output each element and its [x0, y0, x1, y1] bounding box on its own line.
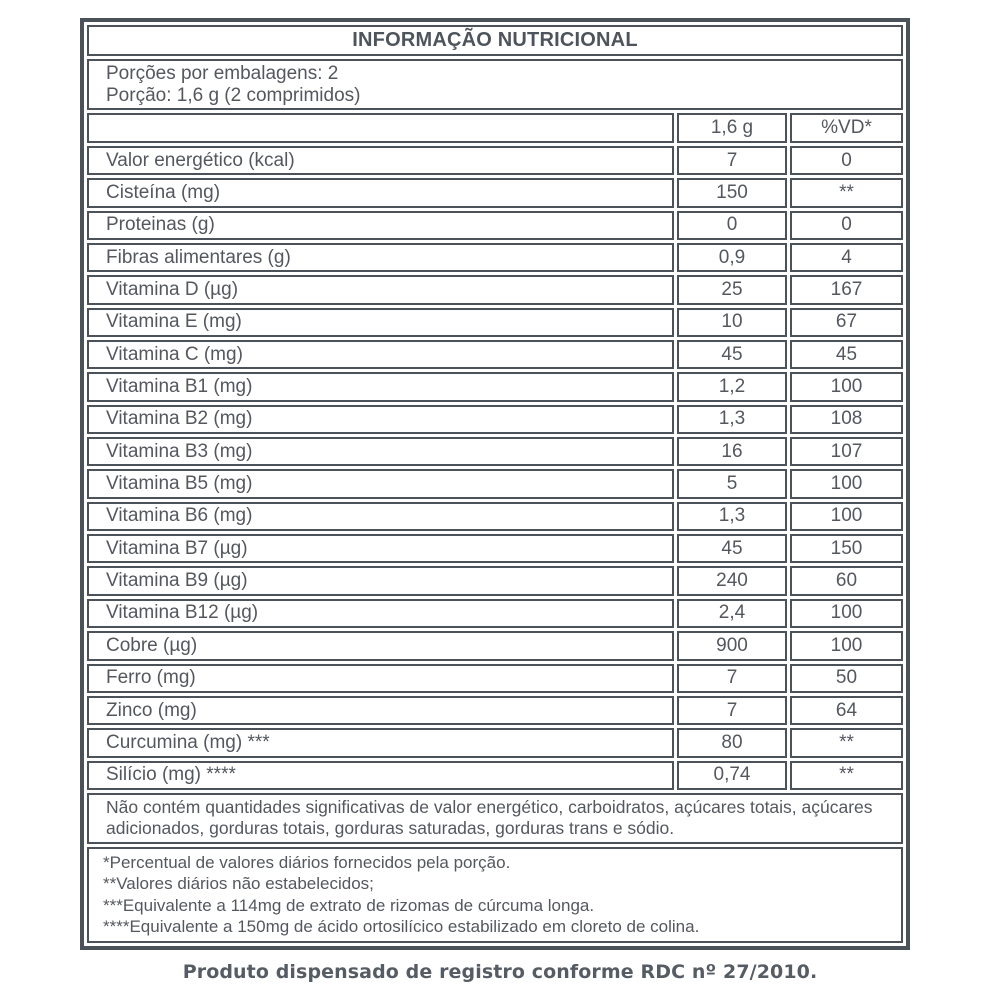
nutrient-dv: 107 — [790, 437, 903, 466]
nutrient-dv: 150 — [790, 534, 903, 563]
nutrient-amount: 1,3 — [677, 405, 787, 434]
nutrient-label: Cobre (µg) — [87, 631, 674, 660]
nutrient-dv: ** — [790, 728, 903, 757]
nutrient-row — [87, 761, 903, 790]
nutrient-label: Vitamina B9 (µg) — [87, 566, 674, 595]
nutrient-label: Silício (mg) **** — [87, 761, 674, 790]
nutrient-row — [87, 502, 903, 531]
nutrition-table — [80, 18, 910, 950]
nutrient-amount: 45 — [677, 340, 787, 369]
nutrient-amount: 0,74 — [677, 761, 787, 790]
nutrient-row — [87, 664, 903, 693]
nutrient-dv: ** — [790, 178, 903, 207]
table-title: INFORMAÇÃO NUTRICIONAL — [87, 25, 903, 56]
nutrient-label: Vitamina B2 (mg) — [87, 405, 674, 434]
nutrient-amount: 1,2 — [677, 372, 787, 401]
nutrient-row — [87, 211, 903, 240]
nutrient-amount: 240 — [677, 566, 787, 595]
nutrient-label: Vitamina B6 (mg) — [87, 502, 674, 531]
footnote-line: *Percentual de valores diários fornecidos pela porção. — [103, 852, 511, 872]
nutrient-dv: 0 — [790, 211, 903, 240]
nutrient-row — [87, 599, 903, 628]
nutrient-row — [87, 696, 903, 725]
footnotes — [87, 847, 903, 943]
footnote-line: **Valores diários não estabelecidos; — [103, 874, 374, 894]
servings-per-package: Porções por embalagens: 2 — [106, 63, 339, 84]
nutrient-dv: 100 — [790, 469, 903, 498]
nutrient-label: Vitamina B7 (µg) — [87, 534, 674, 563]
nutrient-label: Proteinas (g) — [87, 211, 674, 240]
nutrient-dv: 4 — [790, 243, 903, 272]
nutrient-label: Vitamina B5 (mg) — [87, 469, 674, 498]
nutrient-row — [87, 372, 903, 401]
nutrient-amount: 0 — [677, 211, 787, 240]
column-header-amount: 1,6 g — [677, 113, 787, 143]
nutrient-amount: 7 — [677, 146, 787, 175]
nutrient-dv: 0 — [790, 146, 903, 175]
nutrient-amount: 7 — [677, 664, 787, 693]
nutrient-label: Vitamina E (mg) — [87, 308, 674, 337]
nutrient-amount: 10 — [677, 308, 787, 337]
nutrient-dv: ** — [790, 761, 903, 790]
registration-note: Produto dispensado de registro conforme RDC nº 27/2010. — [182, 961, 818, 983]
nutrient-amount: 45 — [677, 534, 787, 563]
nutrient-dv: 108 — [790, 405, 903, 434]
nutrient-dv: 100 — [790, 599, 903, 628]
nutrient-amount: 25 — [677, 275, 787, 304]
column-header-nutrient — [87, 113, 674, 143]
nutrient-row — [87, 146, 903, 175]
nutrient-amount: 7 — [677, 696, 787, 725]
nutrient-amount: 150 — [677, 178, 787, 207]
nutrient-row — [87, 469, 903, 498]
nutrient-row — [87, 405, 903, 434]
nutrient-amount: 16 — [677, 437, 787, 466]
nutrient-label: Valor energético (kcal) — [87, 146, 674, 175]
nutrient-label: Vitamina D (µg) — [87, 275, 674, 304]
nutrient-row — [87, 534, 903, 563]
nutrient-amount: 0,9 — [677, 243, 787, 272]
nutrient-dv: 60 — [790, 566, 903, 595]
nutrient-row — [87, 728, 903, 757]
footnote-line: ***Equivalente a 114mg de extrato de rizomas de cúrcuma longa. — [103, 895, 595, 915]
nutrient-row — [87, 566, 903, 595]
nutrient-amount: 900 — [677, 631, 787, 660]
serving-info — [87, 59, 903, 110]
nutrient-label: Vitamina B12 (µg) — [87, 599, 674, 628]
nutrient-label: Curcumina (mg) *** — [87, 728, 674, 757]
nutrient-amount: 1,3 — [677, 502, 787, 531]
nutrient-label: Cisteína (mg) — [87, 178, 674, 207]
nutrient-amount: 2,4 — [677, 599, 787, 628]
nutrient-row — [87, 178, 903, 207]
nutrient-dv: 167 — [790, 275, 903, 304]
nutrient-row — [87, 631, 903, 660]
nutrient-amount: 80 — [677, 728, 787, 757]
nutrient-dv: 100 — [790, 502, 903, 531]
nutrient-label: Vitamina B1 (mg) — [87, 372, 674, 401]
nutrient-dv: 100 — [790, 631, 903, 660]
nutrient-dv: 50 — [790, 664, 903, 693]
column-header-row — [87, 113, 903, 143]
footnote-line: ****Equivalente a 150mg de ácido ortosilícico estabilizado em cloreto de colina. — [103, 917, 700, 937]
column-header-dv: %VD* — [790, 113, 903, 143]
nutrient-label: Vitamina C (mg) — [87, 340, 674, 369]
nutrient-row — [87, 275, 903, 304]
nutrient-row — [87, 437, 903, 466]
nutrient-dv: 100 — [790, 372, 903, 401]
nutrient-row — [87, 308, 903, 337]
nutrient-row — [87, 340, 903, 369]
nutrient-dv: 67 — [790, 308, 903, 337]
nutrient-dv: 45 — [790, 340, 903, 369]
nutrient-label: Vitamina B3 (mg) — [87, 437, 674, 466]
nutrient-row — [87, 243, 903, 272]
no-significant-amounts-note: Não contém quantidades significativas de valor energético, carboidratos, açúcares totais, açúcares adicionados, gorduras totais, gorduras saturadas, gorduras trans e sódio. — [87, 793, 903, 844]
nutrient-label: Fibras alimentares (g) — [87, 243, 674, 272]
serving-size: Porção: 1,6 g (2 comprimidos) — [106, 84, 361, 106]
nutrient-dv: 64 — [790, 696, 903, 725]
nutrient-label: Zinco (mg) — [87, 696, 674, 725]
nutrient-label: Ferro (mg) — [87, 664, 674, 693]
nutrient-amount: 5 — [677, 469, 787, 498]
